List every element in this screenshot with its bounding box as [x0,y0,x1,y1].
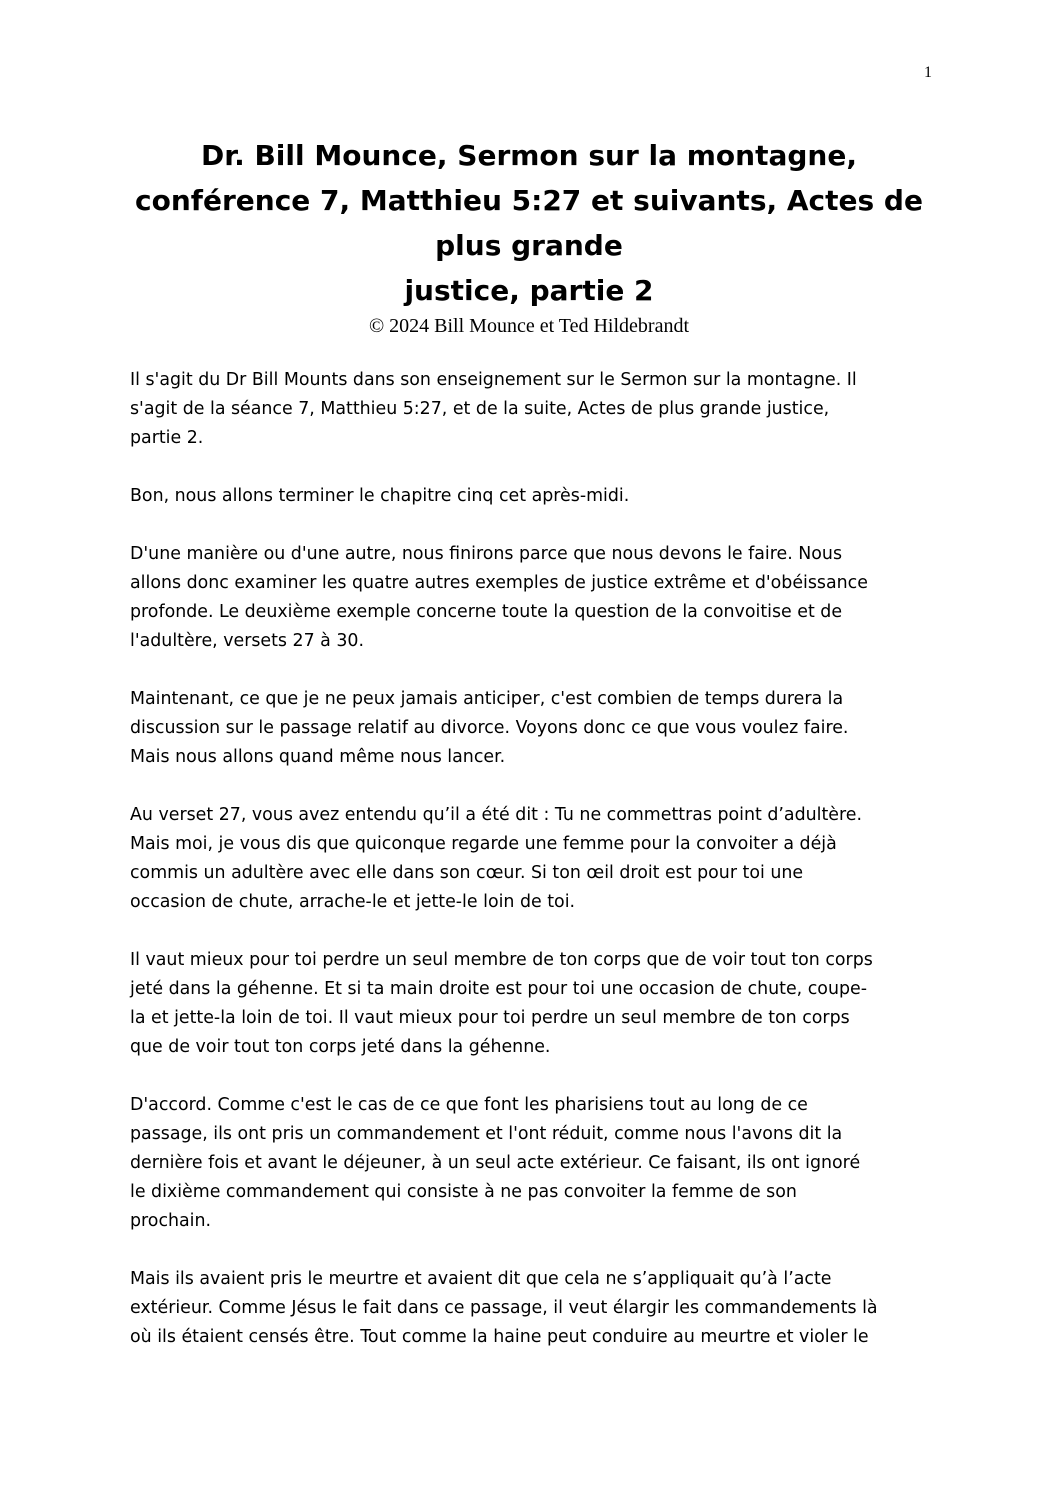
text-line: Il vaut mieux pour toi perdre un seul membre de ton corps que de voir tout ton corps [130,950,873,970]
text-line: la et jette-la loin de toi. Il vaut mieux pour toi perdre un seul membre de ton corps [130,1008,850,1028]
text-line: Mais nous allons quand même nous lancer. [130,747,506,767]
page-number: 1 [924,64,932,81]
document-header [100,133,958,339]
text-line: le dixième commandement qui consiste à ne pas convoiter la femme de son [130,1182,797,1202]
text-line: que de voir tout ton corps jeté dans la géhenne. [130,1037,551,1057]
paragraph-intro [130,366,930,453]
text-line: Il s'agit du Dr Bill Mounts dans son enseignement sur le Sermon sur la montagne. Il [130,370,857,390]
text-line: occasion de chute, arrache-le et jette-le loin de toi. [130,892,576,912]
paragraph [130,540,930,656]
text-line: Au verset 27, vous avez entendu qu’il a été dit : Tu ne commettras point d’adultère. [130,805,862,825]
text-line: allons donc examiner les quatre autres exemples de justice extrême et d'obéissance [130,573,868,593]
text-line: partie 2. [130,428,204,448]
paragraph [130,685,930,772]
paragraph [130,1265,930,1352]
title-line: conférence 7, Matthieu 5:27 et suivants, Actes de [135,184,923,217]
text-line: discussion sur le passage relatif au divorce. Voyons donc ce que vous voulez faire. [130,718,849,738]
text-line: commis un adultère avec elle dans son cœur. Si ton œil droit est pour toi une [130,863,804,883]
text-line: profonde. Le deuxième exemple concerne toute la question de la convoitise et de [130,602,843,622]
text-line: dernière fois et avant le déjeuner, à un seul acte extérieur. Ce faisant, ils ont ignoré [130,1153,861,1173]
text-line: prochain. [130,1211,212,1231]
text-line: D'accord. Comme c'est le cas de ce que font les pharisiens tout au long de ce [130,1095,808,1115]
paragraph [130,482,930,511]
title-line: plus grande [435,229,623,262]
text-line: passage, ils ont pris un commandement et l'ont réduit, comme nous l'avons dit la [130,1124,843,1144]
title-line: Dr. Bill Mounce, Sermon sur la montagne, [201,139,857,172]
text-line: où ils étaient censés être. Tout comme la haine peut conduire au meurtre et violer le [130,1327,869,1347]
text-line: D'une manière ou d'une autre, nous finirons parce que nous devons le faire. Nous [130,544,843,564]
text-line: jeté dans la géhenne. Et si ta main droite est pour toi une occasion de chute, coupe- [130,979,867,999]
text-line: l'adultère, versets 27 à 30. [130,631,365,651]
text-line: Mais moi, je vous dis que quiconque regarde une femme pour la convoiter a déjà [130,834,837,854]
text-line: Bon, nous allons terminer le chapitre cinq cet après-midi. [130,486,630,506]
document-body [130,366,930,1381]
paragraph-scripture [130,946,930,1062]
paragraph-scripture [130,801,930,917]
text-line: s'agit de la séance 7, Matthieu 5:27, et de la suite, Actes de plus grande justice, [130,399,830,419]
copyright-line: © 2024 Bill Mounce et Ted Hildebrandt [368,315,690,337]
text-line: Mais ils avaient pris le meurtre et avaient dit que cela ne s’appliquait qu’à l’acte [130,1269,832,1289]
title-line: justice, partie 2 [404,274,654,307]
paragraph [130,1091,930,1236]
text-line: extérieur. Comme Jésus le fait dans ce passage, il veut élargir les commandements là [130,1298,878,1318]
text-line: Maintenant, ce que je ne peux jamais anticiper, c'est combien de temps durera la [130,689,844,709]
